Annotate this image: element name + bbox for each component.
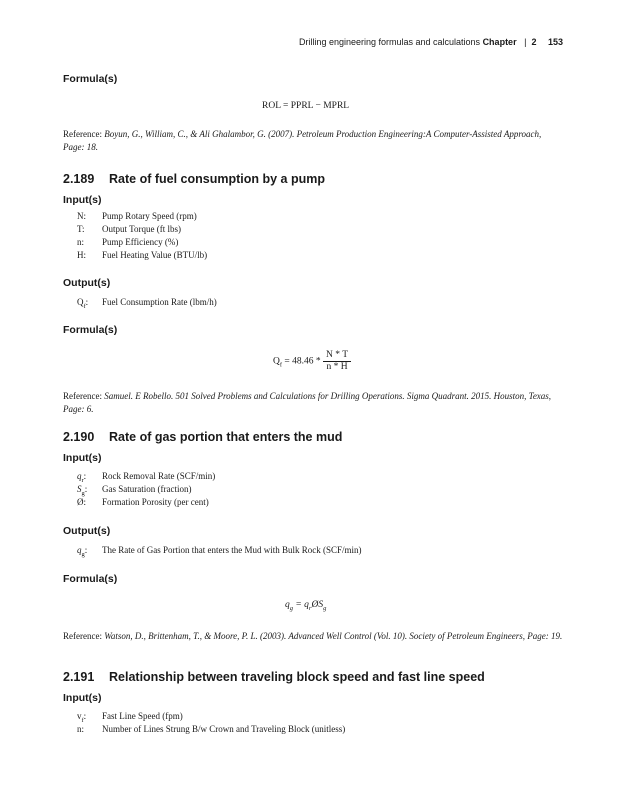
input-description: Output Torque (ft lbs)	[102, 224, 181, 234]
formula-heading: Formula(s)	[63, 324, 118, 336]
reference-text: Boyun, G., William, C., & Ali Ghalambor, G. (2007). Petroleum Production Engineering:A Computer-Assisted Approach, Page: 18.	[63, 129, 542, 152]
section-number: 2.190	[63, 430, 95, 444]
reference-text: Watson, D., Brittenham, T., & Moore, P. L. (2003). Advanced Well Control (Vol. 10). Society of Petroleum Engineers, Page: 19.	[104, 631, 563, 641]
input-description: Pump Efficiency (%)	[102, 237, 179, 247]
input-row	[77, 497, 209, 507]
reference	[63, 128, 563, 154]
input-heading: Input(s)	[63, 194, 102, 206]
reference	[63, 390, 563, 416]
input-description: Fuel Heating Value (BTU/lb)	[102, 250, 208, 260]
section-title-text: Rate of fuel consumption by a pump	[109, 172, 325, 186]
output-symbol: q	[77, 545, 82, 555]
output-symbol-colon: :	[85, 297, 89, 307]
output-symbol-subscript: g	[81, 550, 85, 558]
input-symbol-subscript: g	[81, 489, 85, 497]
input-row	[77, 211, 197, 221]
section-title-2-189	[63, 172, 325, 186]
input-heading: Input(s)	[63, 692, 102, 704]
formula-fuel-consumption	[273, 350, 351, 373]
input-description: Formation Porosity (per cent)	[102, 497, 209, 507]
input-description: Number of Lines Strung B/w Crown and Traveling Block (unitless)	[102, 724, 346, 734]
running-head	[299, 37, 563, 47]
input-description: Pump Rotary Speed (rpm)	[102, 211, 197, 221]
input-symbol: S	[77, 484, 82, 494]
input-symbol: v	[77, 711, 82, 721]
formula-gas-portion: $q_g$ = $q_rØS_g$	[285, 600, 327, 612]
formula-numerator: N * T	[323, 350, 351, 362]
input-symbol: T:	[77, 224, 85, 234]
formula-fraction	[323, 350, 351, 373]
formula-denominator: n * H	[326, 362, 348, 372]
formula-heading: Formula(s)	[63, 73, 118, 85]
reference	[63, 630, 563, 643]
input-symbol-subscript: f	[81, 716, 84, 724]
reference-label: Reference:	[63, 391, 102, 401]
input-row	[77, 724, 345, 734]
page-number: 153	[547, 37, 563, 47]
section-title-text: Relationship between traveling block speed and fast line speed	[109, 670, 485, 684]
input-row	[77, 224, 181, 234]
input-row: $v_f$: Fast Line Speed (fpm)	[77, 711, 183, 724]
output-description: Fuel Consumption Rate (lbm/h)	[102, 297, 217, 307]
output-symbol-colon: :	[84, 545, 88, 555]
section-number: 2.191	[63, 670, 95, 684]
formula-coefficient: = 48.46 *	[282, 356, 321, 367]
book-title: Drilling engineering formulas and calculations	[298, 37, 481, 47]
input-symbol: q	[77, 471, 82, 481]
output-row	[77, 545, 361, 558]
output-description: The Rate of Gas Portion that enters the Mud with Bulk Rock (SCF/min)	[102, 545, 362, 555]
chapter-number: 2	[531, 37, 537, 47]
output-heading: Output(s)	[63, 277, 111, 289]
input-symbol: N:	[77, 211, 86, 221]
reference-label: Reference:	[63, 631, 102, 641]
input-description: Fast Line Speed (fpm)	[102, 711, 183, 721]
formula-heading: Formula(s)	[63, 573, 118, 585]
input-description: Gas Saturation (fraction)	[102, 484, 192, 494]
output-row	[77, 297, 217, 310]
reference-label: Reference:	[63, 129, 102, 139]
reference-text: Samuel. E Robello. 501 Solved Problems and Calculations for Drilling Operations. Sigma Quadrant. 2015. Houston, Texas, Page: 6.	[63, 391, 552, 414]
input-row: $q_r$: Rock Removal Rate (SCF/min)	[77, 471, 216, 484]
input-symbol: H:	[77, 250, 86, 260]
input-description: Rock Removal Rate (SCF/min)	[102, 471, 216, 481]
output-symbol-subscript: f	[83, 302, 86, 310]
input-symbol: n:	[77, 724, 85, 734]
input-symbol-subscript: r	[81, 476, 84, 484]
input-heading: Input(s)	[63, 452, 102, 464]
output-symbol: Q	[77, 297, 84, 307]
section-number: 2.189	[63, 172, 95, 186]
chapter-label: Chapter	[482, 37, 517, 47]
output-heading: Output(s)	[63, 525, 111, 537]
section-title-2-191	[63, 670, 485, 684]
input-symbol: n:	[77, 237, 85, 247]
input-row	[77, 250, 207, 260]
formula-lhs-subscript: f	[279, 361, 283, 369]
section-title-2-190	[63, 430, 342, 444]
input-symbol: Ø:	[77, 497, 86, 507]
formula-lhs: Q	[273, 356, 280, 367]
input-row: $S_g$: Gas Saturation (fraction)	[77, 484, 192, 497]
formula-rol: ROL = PPRL − MPRL	[262, 101, 350, 111]
input-row	[77, 237, 178, 247]
running-head-separator: |	[524, 37, 527, 47]
section-title-text: Rate of gas portion that enters the mud	[109, 430, 343, 444]
